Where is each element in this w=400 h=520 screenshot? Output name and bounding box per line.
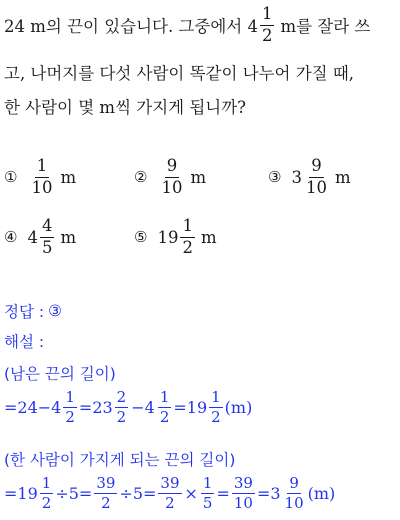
question-line-2: 고, 나머지를 다섯 사람이 똑같이 나누어 가질 때,	[4, 64, 355, 83]
answer-line	[4, 300, 62, 322]
answer-value: ③	[48, 302, 63, 320]
question-line-3: 한 사람이 몇 m씩 가지게 됩니까?	[4, 98, 246, 117]
explanation-note-1: (남은 끈의 길이)	[4, 365, 116, 383]
question-text-1: 24 m의 끈이 있습니다. 그중에서 4	[4, 17, 258, 36]
question-line-1	[4, 6, 370, 44]
explanation-note-2: (한 사람이 가지게 되는 끈의 길이)	[4, 451, 236, 469]
question-fraction: $\frac{1}{2}$	[261, 4, 273, 45]
option-2[interactable]: ② $\frac{9}{10}$ m	[134, 156, 207, 197]
option-5[interactable]: ⑤ 19 $\frac{1}{2}$ m	[134, 216, 217, 257]
option-1[interactable]: ① $\frac{1}{10}$ m	[4, 156, 77, 197]
question-text-1b: m를 잘라 쓰	[280, 17, 371, 36]
option-4[interactable]: ④ 4 $\frac{4}{5}$ m	[4, 216, 77, 257]
explanation-label: 해설 :	[4, 333, 45, 351]
answer-label: 정답 :	[4, 303, 45, 321]
equation-2: =19 $\frac{1}{2}$ ÷5= $\frac{39}{2}$ ÷5= $\frac{39}{2}$ × $\frac{1}{5}$ = $\frac{39}{10}$ =3 $\frac{9}{10}$ (m)	[4, 474, 336, 512]
option-3[interactable]: ③ 3 $\frac{9}{10}$ m	[268, 156, 351, 197]
equation-1: =24−4 $\frac{1}{2}$ =23 $\frac{2}{2}$ −4 $\frac{1}{2}$ =19 $\frac{1}{2}$ (m)	[4, 388, 253, 426]
